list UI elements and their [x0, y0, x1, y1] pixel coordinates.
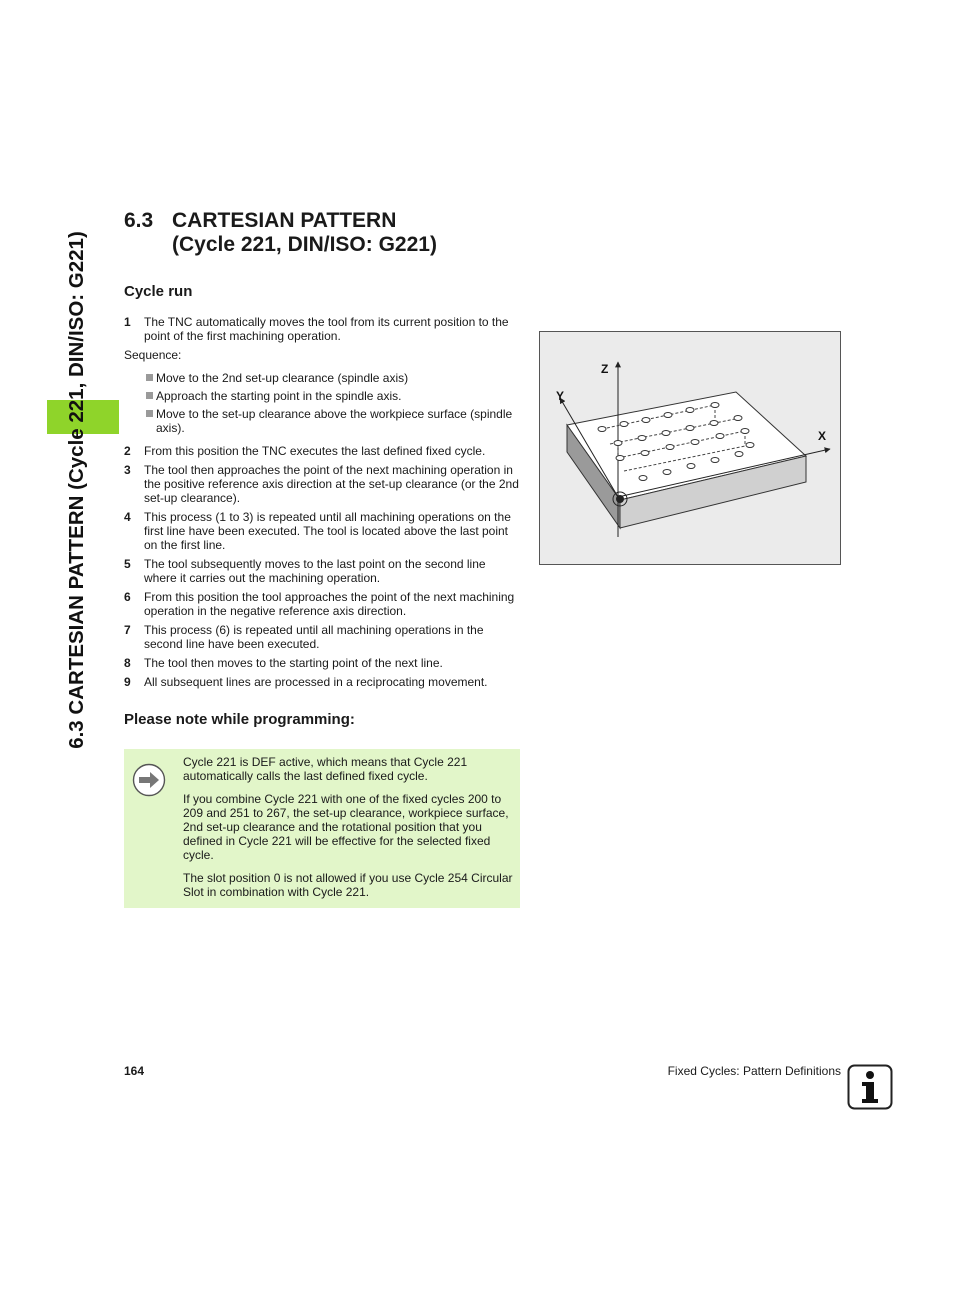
section-number: 6.3 [124, 209, 154, 232]
step-number: 8 [124, 656, 131, 670]
step-7 [124, 623, 520, 651]
step-text: The tool subsequently moves to the last point on the second line where it carries out the machining operation. [144, 557, 486, 585]
step-9 [124, 675, 520, 689]
sequence-bullet: Move to the 2nd set-up clearance (spindle axis) [124, 371, 520, 385]
sequence-label: Sequence: [124, 348, 182, 362]
step-number: 1 [124, 315, 131, 329]
step-3 [124, 463, 520, 505]
step-4 [124, 510, 520, 552]
section-heading [124, 209, 437, 257]
note-paragraph: The slot position 0 is not allowed if you use Cycle 254 Circular Slot in combination with Cycle 221. [183, 871, 513, 899]
step-8 [124, 656, 520, 670]
step-number: 6 [124, 590, 131, 604]
note-box [124, 749, 520, 908]
step-number: 7 [124, 623, 131, 637]
step-text: The TNC automatically moves the tool from its current position to the point of the first machining operation. [144, 315, 509, 343]
y-axis-label: Y [556, 389, 565, 403]
side-title-text: 6.3 CARTESIAN PATTERN (Cycle 221, DIN/ISO: G221) [65, 231, 88, 749]
step-text: All subsequent lines are processed in a reciprocating movement. [144, 675, 488, 689]
programming-heading: Please note while programming: [124, 711, 355, 728]
pattern-figure [539, 331, 841, 565]
z-axis-label: Z [601, 362, 609, 376]
step-text: This process (1 to 3) is repeated until all machining operations on the first line have been executed. The tool is located above the last point on the first line. [144, 510, 511, 552]
step-number: 4 [124, 510, 131, 524]
x-axis-label: X [818, 429, 827, 443]
step-text: This process (6) is repeated until all machining operations in the second line have been executed. [144, 623, 484, 651]
note-text [183, 755, 513, 908]
step-number: 9 [124, 675, 131, 689]
step-1 [124, 315, 520, 343]
step-text: From this position the tool approaches the point of the next machining operation in the negative reference axis direction. [144, 590, 515, 618]
step-6 [124, 590, 520, 618]
footer-title: Fixed Cycles: Pattern Definitions [667, 1064, 841, 1078]
pattern-diagram [540, 332, 840, 564]
step-text: From this position the TNC executes the last defined fixed cycle. [144, 444, 486, 458]
step-text: The tool then approaches the point of the next machining operation in the positive reference axis direction at the set-up clearance (or the 2nd set-up clearance). [144, 463, 519, 505]
note-paragraph: Cycle 221 is DEF active, which means that Cycle 221 automatically calls the last defined fixed cycle. [183, 755, 468, 783]
section-title-line2: (Cycle 221, DIN/ISO: G221) [172, 233, 437, 256]
page-number: 164 [124, 1064, 145, 1078]
step-number: 2 [124, 444, 131, 458]
sequence-bullet: Move to the set-up clearance above the workpiece surface (spindle axis). [124, 407, 520, 435]
step-text: The tool then moves to the starting point of the next line. [144, 656, 443, 670]
info-icon [847, 1064, 893, 1110]
note-paragraph: If you combine Cycle 221 with one of the fixed cycles 200 to 209 and 251 to 267, the set-up clearance, workpiece surface, 2nd set-up clearance and the rotational position that you defined in Cycle 221 will be effective for the selected fixed cycle. [183, 792, 509, 862]
step-number: 5 [124, 557, 131, 571]
step-5 [124, 557, 520, 585]
cycle-run-body [124, 315, 520, 689]
arrow-right-icon [132, 763, 166, 797]
section-title-line1: CARTESIAN PATTERN [172, 209, 397, 232]
step-2 [124, 444, 520, 458]
step-number: 3 [124, 463, 131, 477]
sequence-bullet: Approach the starting point in the spindle axis. [124, 389, 520, 403]
cycle-run-heading: Cycle run [124, 283, 193, 300]
